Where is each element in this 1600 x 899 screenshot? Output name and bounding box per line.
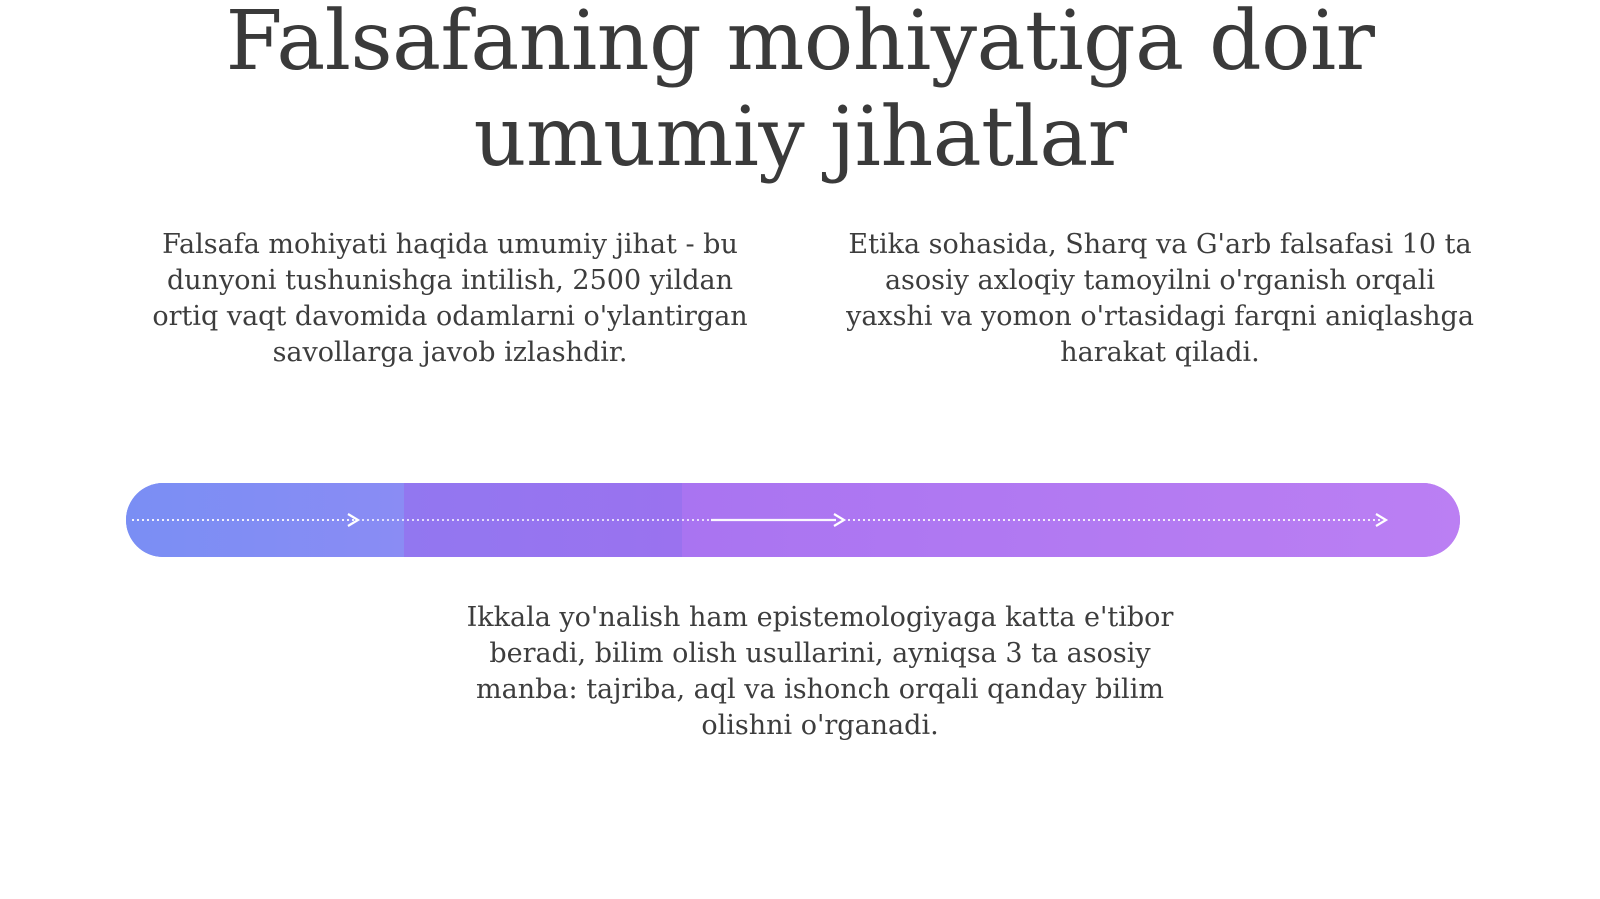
timeline-arrows	[126, 483, 1460, 557]
page-title	[100, 0, 1500, 186]
timeline-bar	[126, 483, 1460, 557]
bottom-paragraph: Ikkala yo'nalish ham epistemologiyaga katta e'tibor beradi, bilim olish usullarini, ayniqsa 3 ta asosiy manba: tajriba, aql va ishonch orqali qanday bilim olishni o'rganadi.	[466, 602, 1174, 741]
title-line-2: umumiy jihatlar	[473, 90, 1127, 185]
left-paragraph: Falsafa mohiyati haqida umumiy jihat - bu dunyoni tushunishga intilish, 2500 yildan ortiq vaqt davomida odamlarni o'ylantirgan savollarga javob izlashdir.	[152, 229, 748, 368]
arrow-right-icon	[1376, 514, 1386, 526]
title-line-1: Falsafaning mohiyatiga doir	[225, 0, 1375, 89]
right-paragraph: Etika sohasida, Sharq va G'arb falsafasi 10 ta asosiy axloqiy tamoyilni o'rganish orqali yaxshi va yomon o'rtasidagi farqni aniqlashga harakat qiladi.	[846, 229, 1474, 368]
